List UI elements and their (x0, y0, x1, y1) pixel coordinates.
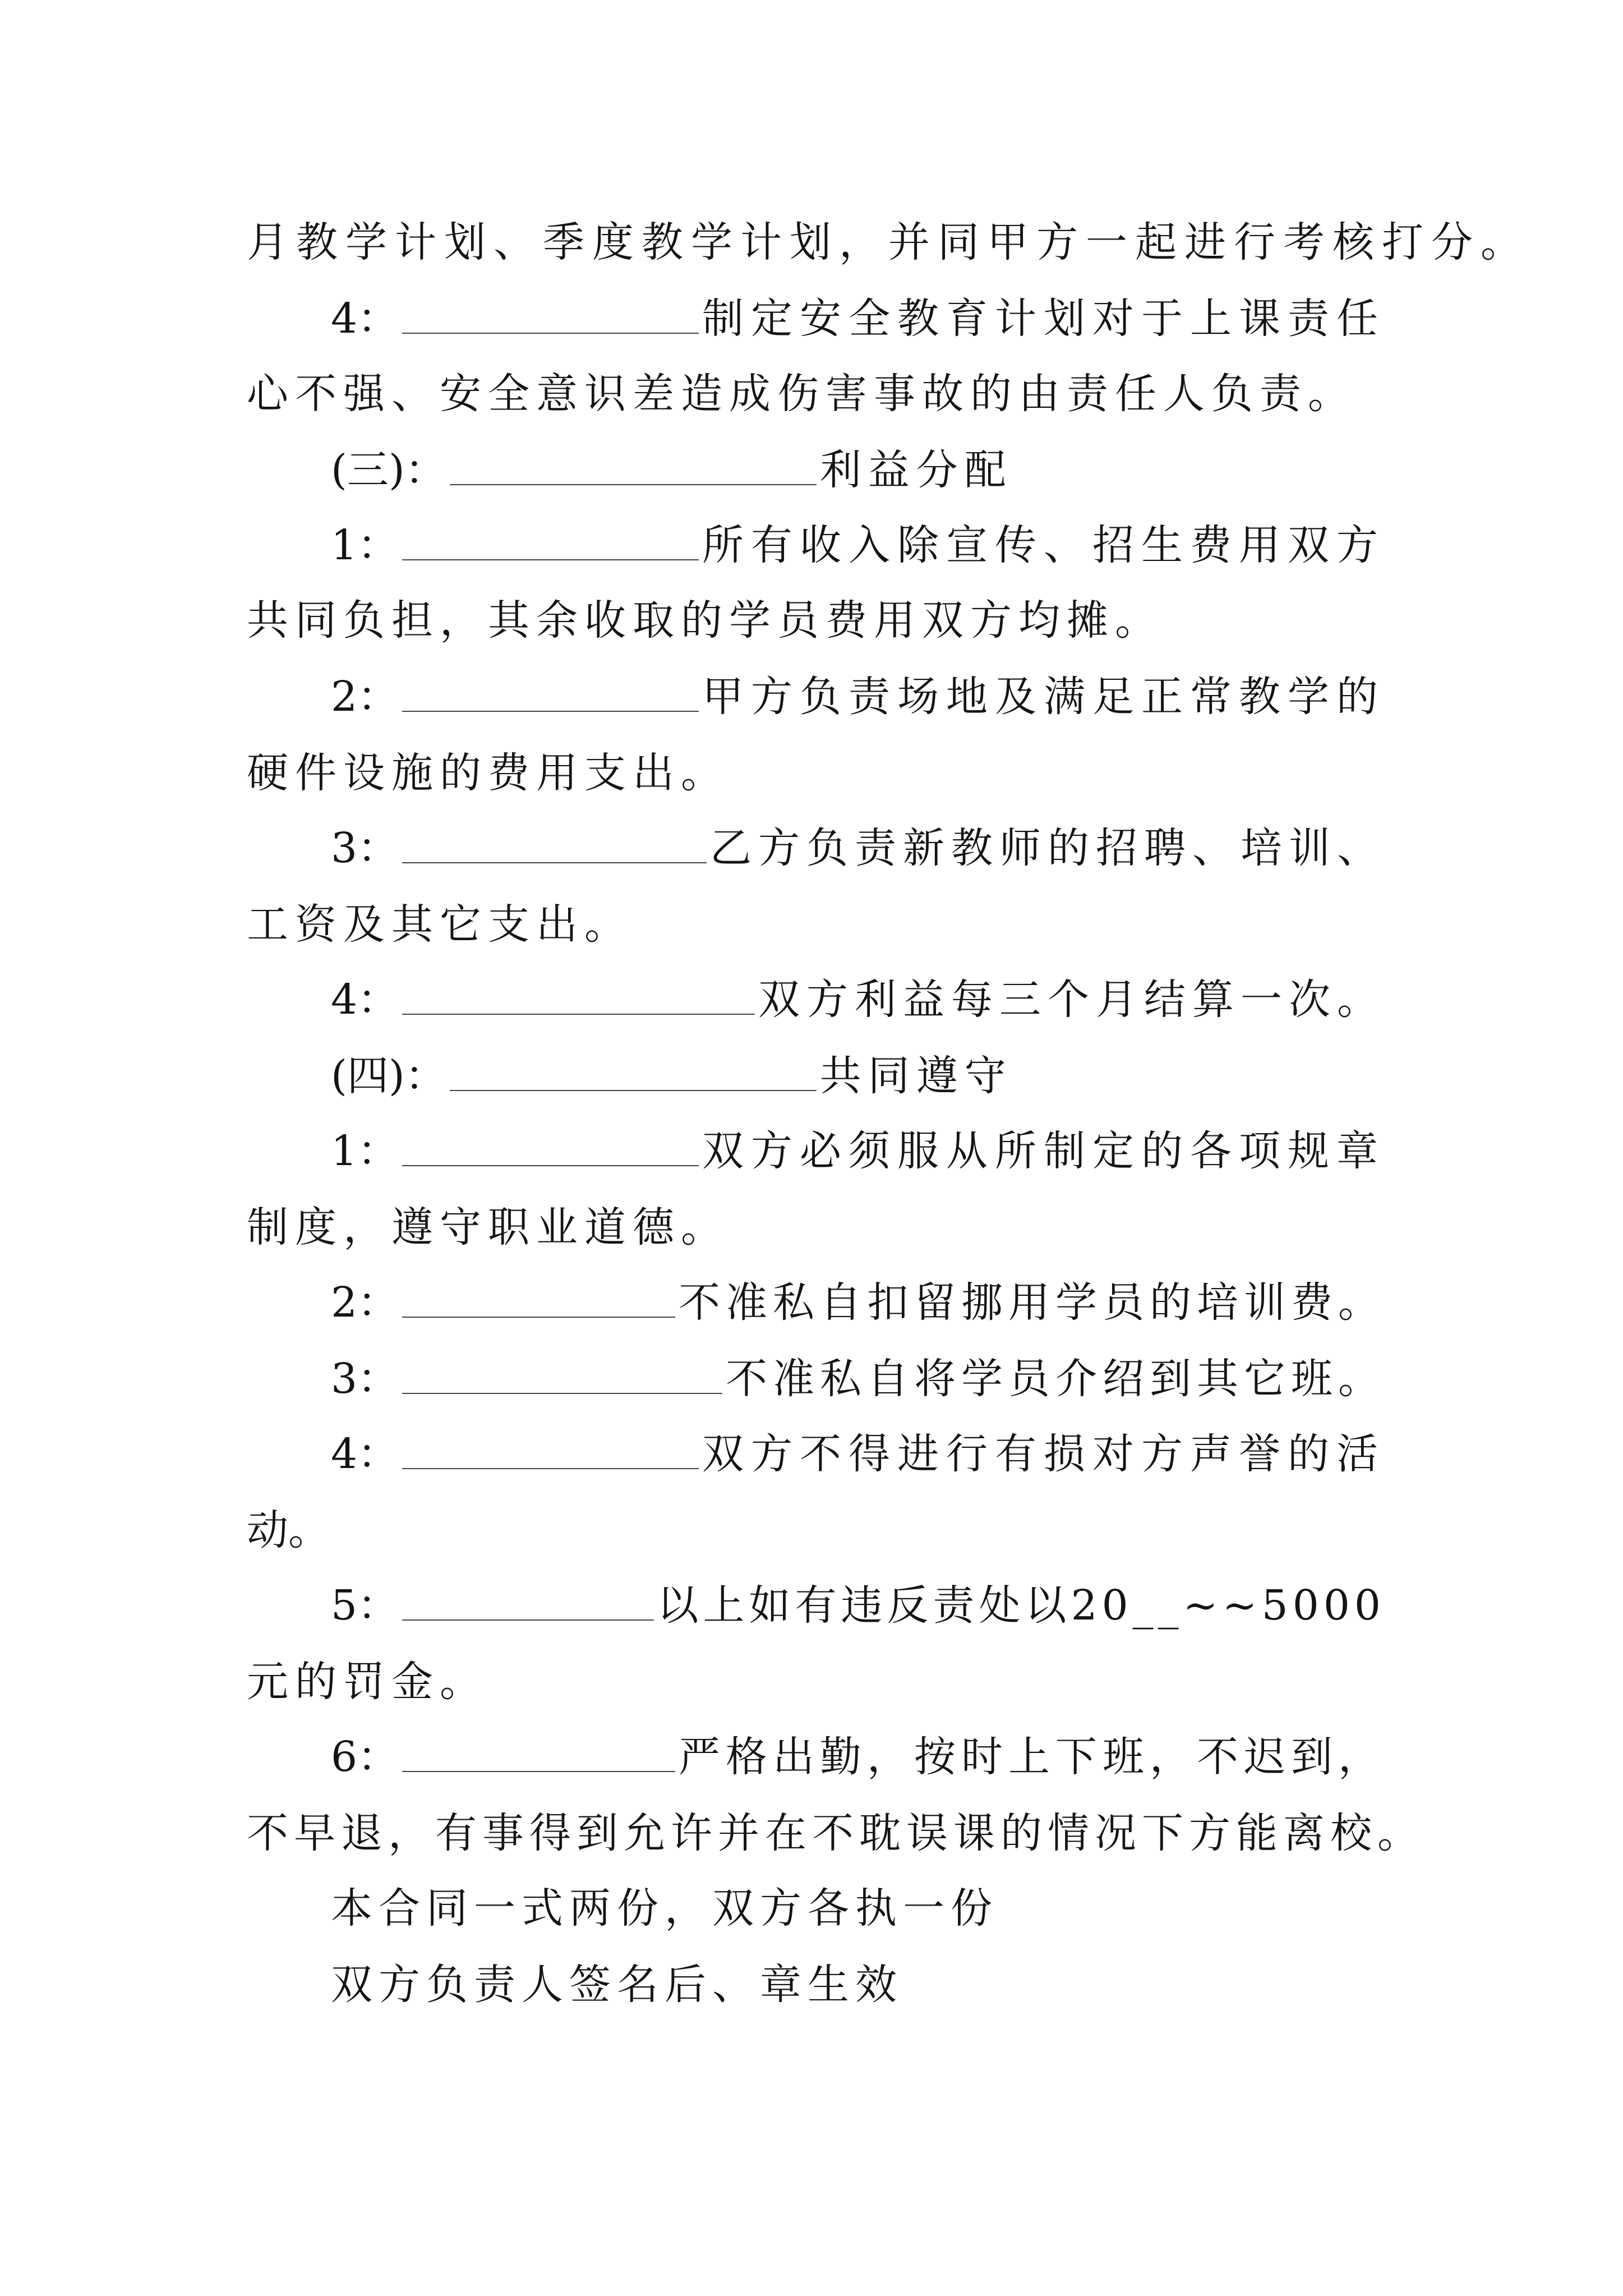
line-text: 元的罚金。 (247, 1658, 488, 1706)
fill-blank (402, 1412, 699, 1469)
text-line (247, 896, 1385, 953)
fill-blank (402, 806, 707, 863)
numbered-line (331, 972, 1385, 1028)
numbered-line (331, 1123, 1385, 1179)
fill-blank (402, 503, 699, 560)
item-number: 4： (331, 295, 399, 343)
fill-blank (402, 655, 699, 712)
item-number: 2： (331, 1278, 399, 1327)
item-number: 3： (331, 1355, 399, 1403)
fill-blank (450, 1034, 817, 1091)
fill-blank (402, 1563, 653, 1621)
fill-blank (402, 1337, 722, 1394)
fill-blank (402, 1715, 675, 1772)
section-number: (三)： (331, 446, 446, 494)
line-text: 工资及其它支出。 (247, 900, 633, 949)
line-text: 双方必须服从所制定的各项规章 (702, 1127, 1385, 1175)
line-text: 月教学计划、季度教学计划，并同甲方一起进行考核打分。 (247, 218, 1530, 266)
line-text: 双方利益每三个月结算一次。 (758, 976, 1385, 1024)
line-text: 乙方负责新教师的招聘、培训、 (710, 824, 1385, 872)
item-number: 4： (331, 1430, 399, 1478)
line-text: 所有收入除宣传、招生费用双方 (702, 521, 1385, 569)
numbered-line (331, 1577, 1385, 1634)
numbered-line (331, 1426, 1385, 1482)
line-text: 心不强、安全意识差造成伤害事故的由责任人负责。 (247, 370, 1356, 418)
item-number: 6： (331, 1733, 399, 1781)
section-number: (四)： (331, 1052, 446, 1100)
section-heading (331, 442, 1385, 498)
line-text: 不准私自扣留挪用学员的培训费。 (679, 1278, 1385, 1327)
fill-blank (402, 277, 699, 334)
fill-blank (450, 428, 817, 485)
numbered-line (331, 1351, 1385, 1407)
section-heading (331, 1048, 1385, 1104)
text-line (247, 1805, 1424, 1861)
fill-blank (402, 1109, 699, 1166)
numbered-line (331, 820, 1385, 876)
item-number: 5： (331, 1581, 399, 1630)
numbered-line (331, 669, 1385, 725)
line-text: 严格出勤，按时上下班，不迟到， (679, 1733, 1385, 1781)
fill-blank (402, 958, 755, 1015)
line-text: 以上如有违反责处以20__~~5000 (657, 1581, 1385, 1630)
item-number: 4： (331, 976, 399, 1024)
line-text: 共同负担，其余收取的学员费用双方均摊。 (247, 596, 1163, 645)
closing-line (331, 1957, 1385, 2013)
text-line (247, 745, 1385, 801)
numbered-line (331, 1274, 1385, 1331)
line-text: 动。 (247, 1506, 330, 1554)
fill-blank (402, 1260, 675, 1318)
line-text: 硬件设施的费用支出。 (247, 749, 729, 797)
section-title: 共同遵守 (819, 1052, 1013, 1100)
text-line (247, 1199, 1385, 1255)
text-line (247, 214, 1530, 270)
text-line (247, 1502, 1385, 1558)
text-line (247, 1654, 1385, 1710)
text-line (247, 366, 1385, 422)
line-text: 不早退，有事得到允许并在不耽误课的情况下方能离校。 (247, 1809, 1424, 1857)
text-line (247, 592, 1385, 648)
numbered-line (331, 517, 1385, 573)
line-text: 本合同一式两份，双方各执一份 (331, 1884, 998, 1932)
numbered-line (331, 291, 1385, 347)
line-text: 甲方负责场地及满足正常教学的 (702, 673, 1385, 721)
item-number: 3： (331, 824, 399, 872)
section-title: 利益分配 (819, 446, 1013, 494)
line-text: 制度，遵守职业道德。 (247, 1203, 729, 1251)
line-text: 双方负责人签名后、章生效 (331, 1961, 903, 2009)
line-text: 制定安全教育计划对于上课责任 (702, 295, 1385, 343)
closing-line (331, 1880, 1385, 1936)
item-number: 2： (331, 673, 399, 721)
item-number: 1： (331, 521, 399, 569)
line-text: 双方不得进行有损对方声誉的活 (702, 1430, 1385, 1478)
line-text: 不准私自将学员介绍到其它班。 (726, 1355, 1385, 1403)
numbered-line (331, 1729, 1385, 1785)
item-number: 1： (331, 1127, 399, 1175)
